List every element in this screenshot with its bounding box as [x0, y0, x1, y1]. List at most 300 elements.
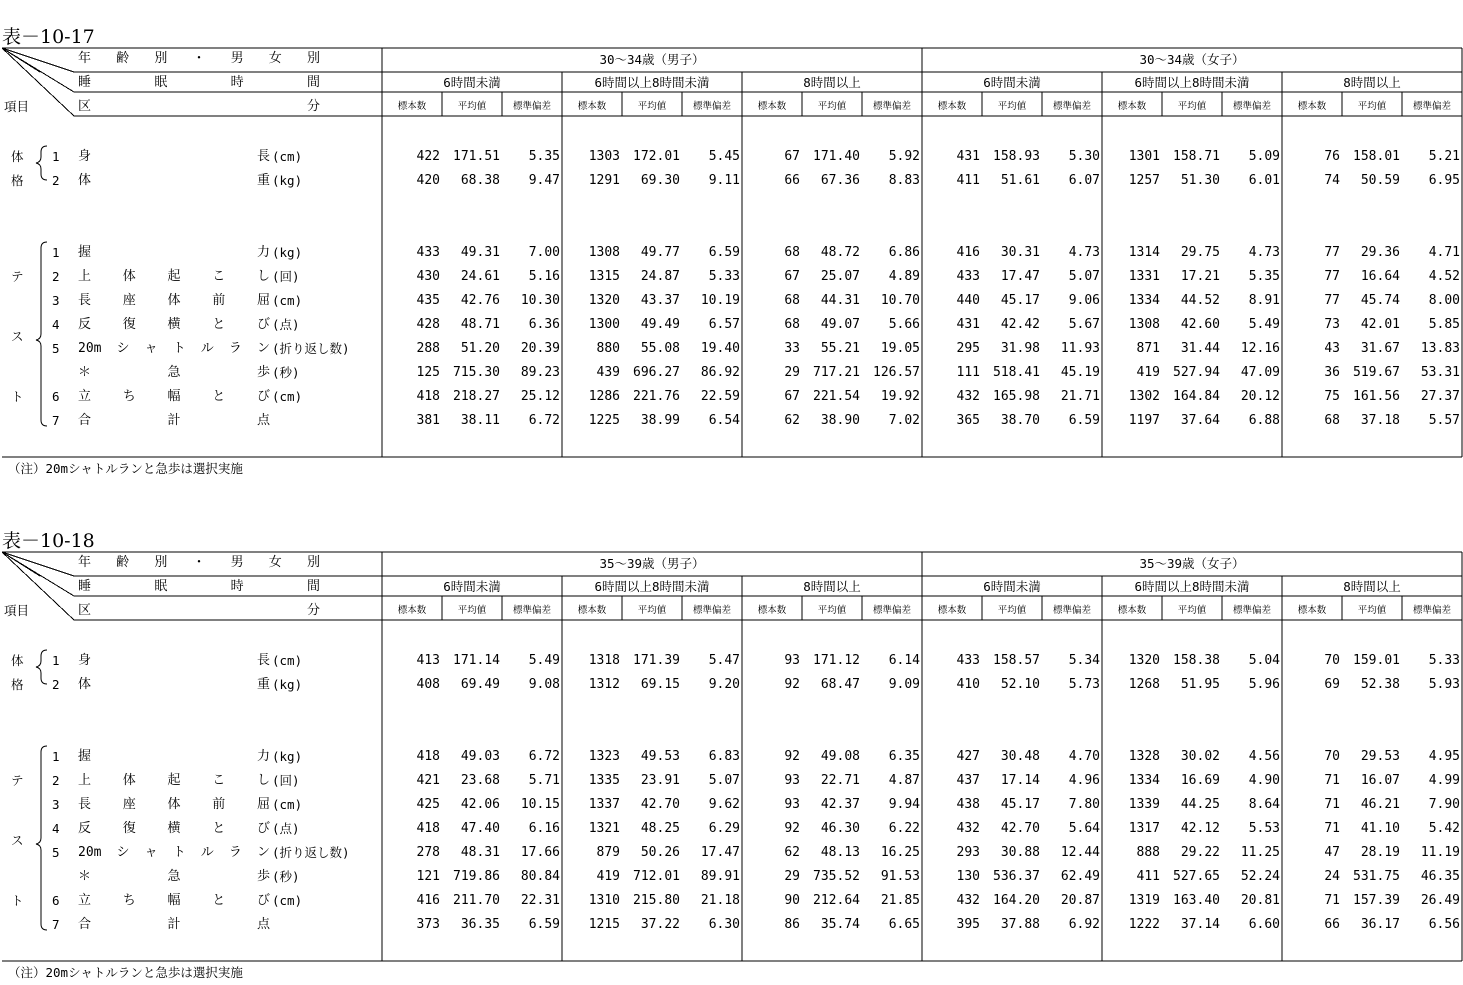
table-cell: 42.37	[820, 797, 860, 812]
stat-header: 標本数	[397, 605, 427, 616]
table-cell: 48.31	[460, 845, 500, 860]
row-label-char: 重	[256, 677, 270, 692]
row-number: 6	[52, 893, 60, 908]
table-cell: 77	[1324, 293, 1340, 308]
row-label-char: び	[256, 317, 270, 332]
table-cell: 9.09	[888, 677, 920, 692]
table-cell: 6.88	[1248, 413, 1280, 428]
row-label	[78, 318, 270, 332]
table-cell: 66	[784, 173, 800, 188]
table-cell: 432	[956, 893, 980, 908]
table-cell: 25.07	[820, 269, 860, 284]
table-cell: 1300	[588, 317, 620, 332]
header-sleep	[78, 580, 320, 594]
row-label-char: 長	[256, 149, 270, 164]
table-cell: 1337	[588, 797, 620, 812]
row-label-char: ト	[172, 341, 186, 356]
stat-header: 標本数	[1117, 605, 1147, 616]
table-cell: 33	[784, 341, 800, 356]
header-char: 間	[306, 579, 320, 594]
row-label-char: 反	[78, 317, 92, 332]
table-cell: 293	[956, 845, 980, 860]
table-cell: 9.20	[708, 677, 740, 692]
table-cell: 24.61	[460, 269, 500, 284]
table-cell: 49.49	[640, 317, 680, 332]
diagonal-line-1	[2, 552, 74, 576]
table-cell: 880	[596, 341, 620, 356]
header-char: 男	[230, 555, 244, 570]
table-cell: 9.47	[528, 173, 560, 188]
header-char: 齢	[116, 555, 130, 570]
row-label	[78, 342, 270, 356]
table-cell: 288	[416, 341, 440, 356]
row-label-char: 急	[167, 869, 181, 884]
brace-test	[36, 746, 47, 930]
table-cell: 29.75	[1180, 245, 1220, 260]
table-cell: 52.38	[1360, 677, 1400, 692]
table-cell: 52.24	[1240, 869, 1280, 884]
female-age-header: 30～34歳（女子）	[1139, 52, 1245, 67]
table-cell: 416	[416, 893, 440, 908]
row-label-char: 点	[256, 413, 270, 428]
table-cell: 432	[956, 821, 980, 836]
table-cell: 37.64	[1180, 413, 1220, 428]
row-label-char: 起	[167, 773, 181, 788]
table-cell: 536.37	[993, 869, 1040, 884]
row-label	[78, 150, 270, 164]
category-label-test: ト	[11, 389, 24, 404]
table-cell: 71	[1324, 821, 1340, 836]
category-label-body: 体	[11, 653, 24, 668]
table-cell: 6.86	[888, 245, 920, 260]
row-label-char: こ	[212, 269, 226, 284]
table-cell: 221.76	[633, 389, 680, 404]
table-cell: 69.49	[460, 677, 500, 692]
table-cell: 4.73	[1068, 245, 1100, 260]
table-cell: 518.41	[993, 365, 1040, 380]
table-cell: 735.52	[813, 869, 860, 884]
row-unit: (秒)	[272, 869, 300, 884]
table-cell: 7.00	[528, 245, 560, 260]
table-cell: 5.30	[1068, 149, 1100, 164]
table-cell: 418	[416, 389, 440, 404]
row-label-char: シ	[116, 341, 130, 356]
stat-header: 標本数	[1297, 605, 1327, 616]
table-cell: 37.88	[1000, 917, 1040, 932]
table-cell: 1331	[1128, 269, 1160, 284]
table-cell: 37.22	[640, 917, 680, 932]
table-cell: 22.59	[700, 389, 740, 404]
table-cell: 5.47	[708, 653, 740, 668]
table-cell: 71	[1324, 773, 1340, 788]
table-cell: 19.40	[700, 341, 740, 356]
table-cell: 1319	[1128, 893, 1160, 908]
table-cell: 4.56	[1248, 749, 1280, 764]
row-label	[78, 366, 270, 380]
table-cell: 9.11	[708, 173, 740, 188]
header-char: 年	[78, 555, 92, 570]
stat-header: 平均値	[637, 605, 667, 616]
table-cell: 68	[784, 317, 800, 332]
row-unit: (折り返し数)	[272, 341, 350, 356]
table-cell: 5.35	[1248, 269, 1280, 284]
table-cell: 158.38	[1173, 653, 1220, 668]
table-cell: 4.70	[1068, 749, 1100, 764]
table-cell: 431	[956, 149, 980, 164]
sleep-group-header: 8時間以上	[803, 579, 861, 594]
table-cell: 1328	[1128, 749, 1160, 764]
table-cell: 29.36	[1360, 245, 1400, 260]
row-number: 5	[52, 845, 60, 860]
table-cell: 295	[956, 341, 980, 356]
row-number: 4	[52, 317, 60, 332]
table-cell: 9.08	[528, 677, 560, 692]
row-label-char: 歩	[256, 869, 270, 884]
row-unit: (回)	[272, 269, 300, 284]
table-cell: 1339	[1128, 797, 1160, 812]
row-number: 1	[52, 749, 60, 764]
table-cell: 48.25	[640, 821, 680, 836]
sleep-group-header: 6時間以上8時間未満	[594, 75, 710, 90]
table-cell: 45.17	[1000, 293, 1040, 308]
row-label-char: 力	[256, 245, 270, 260]
table-cell: 86.92	[700, 365, 740, 380]
row-label-char: 復	[122, 317, 136, 332]
table-cell: 421	[416, 773, 440, 788]
row-label-char: ち	[122, 893, 136, 908]
category-label-body: 格	[11, 173, 24, 188]
table-cell: 6.65	[888, 917, 920, 932]
table-cell: 425	[416, 797, 440, 812]
header-char: 時	[230, 579, 244, 594]
table-cell: 48.72	[820, 245, 860, 260]
category-label-test: テ	[11, 773, 24, 788]
row-label-char: 歩	[256, 365, 270, 380]
table-cell: 35.74	[820, 917, 860, 932]
table-cell: 21.85	[880, 893, 920, 908]
table-cell: 419	[596, 869, 620, 884]
table-cell: 12.16	[1240, 341, 1280, 356]
table-cell: 23.91	[640, 773, 680, 788]
row-label-char: 立	[78, 389, 92, 404]
row-label	[78, 390, 270, 404]
table-cell: 10.30	[520, 293, 560, 308]
table-cell: 1334	[1128, 773, 1160, 788]
brace-body	[36, 650, 47, 684]
table-cell: 433	[416, 245, 440, 260]
row-label-char: 急	[167, 365, 181, 380]
table-cell: 6.16	[528, 821, 560, 836]
table-cell: 218.27	[453, 389, 500, 404]
table-cell: 62.49	[1060, 869, 1100, 884]
row-label-char: 屈	[256, 293, 270, 308]
stat-header: 標準偏差	[1412, 101, 1451, 112]
table-cell: 6.72	[528, 749, 560, 764]
header-char: 別	[154, 555, 168, 570]
header-char: 別	[306, 51, 320, 66]
table-cell: 395	[956, 917, 980, 932]
row-unit: (kg)	[272, 173, 303, 188]
row-number: 2	[52, 173, 60, 188]
row-unit: (点)	[272, 821, 300, 836]
row-label-char: 屈	[256, 797, 270, 812]
table-cell: 6.57	[708, 317, 740, 332]
table-cell: 36	[1324, 365, 1340, 380]
header-age-sex	[78, 52, 320, 66]
stat-header: 標準偏差	[1232, 101, 1271, 112]
row-number: 3	[52, 293, 60, 308]
row-unit: (回)	[272, 773, 300, 788]
table-cell: 6.14	[888, 653, 920, 668]
table-cell: 46.21	[1360, 797, 1400, 812]
row-number: 2	[52, 677, 60, 692]
table-cell: 1222	[1128, 917, 1160, 932]
table-cell: 430	[416, 269, 440, 284]
table-cell: 5.64	[1068, 821, 1100, 836]
table-cell: 888	[1136, 845, 1160, 860]
table-cell: 5.07	[708, 773, 740, 788]
header-char: 眠	[154, 75, 168, 90]
table-cell: 51.20	[460, 341, 500, 356]
row-label-char: 座	[122, 293, 136, 308]
row-label-char: と	[212, 389, 226, 404]
table-cell: 1315	[588, 269, 620, 284]
table-cell: 68	[784, 245, 800, 260]
table-cell: 427	[956, 749, 980, 764]
table-cell: 29.53	[1360, 749, 1400, 764]
header-char: 眠	[154, 579, 168, 594]
table-cell: 381	[416, 413, 440, 428]
table-cell: 1314	[1128, 245, 1160, 260]
table-cell: 77	[1324, 245, 1340, 260]
table-cell: 44.25	[1180, 797, 1220, 812]
table-cell: 90	[784, 893, 800, 908]
stat-header: 標本数	[577, 101, 607, 112]
table-cell: 67	[784, 269, 800, 284]
table-cell: 164.20	[993, 893, 1040, 908]
table-cell: 5.07	[1068, 269, 1100, 284]
table-cell: 20.81	[1240, 893, 1280, 908]
table-cell: 67	[784, 389, 800, 404]
table-cell: 6.72	[528, 413, 560, 428]
table-cell: 86	[784, 917, 800, 932]
row-label-char: 点	[256, 917, 270, 932]
table-cell: 696.27	[633, 365, 680, 380]
table-cell: 4.89	[888, 269, 920, 284]
table-cell: 49.53	[640, 749, 680, 764]
table-cell: 1308	[1128, 317, 1160, 332]
header-char: 分	[306, 603, 320, 618]
table-cell: 69.30	[640, 173, 680, 188]
header-char: 男	[230, 51, 244, 66]
header-koumoku: 項目	[4, 603, 30, 618]
table-cell: 719.86	[453, 869, 500, 884]
stat-header: 標準偏差	[692, 605, 731, 616]
row-number: 1	[52, 653, 60, 668]
table-cell: 278	[416, 845, 440, 860]
table-cell: 6.59	[708, 245, 740, 260]
header-koumoku: 項目	[4, 99, 30, 114]
table-cell: 420	[416, 173, 440, 188]
row-label-char: こ	[212, 773, 226, 788]
row-label-char: ラ	[228, 341, 242, 356]
table-cell: 5.73	[1068, 677, 1100, 692]
table-cell: 4.52	[1428, 269, 1460, 284]
table-cell: 45.74	[1360, 293, 1400, 308]
table-cell: 1323	[588, 749, 620, 764]
table-cell: 1197	[1128, 413, 1160, 428]
table-cell: 19.05	[880, 341, 920, 356]
row-unit: (kg)	[272, 749, 303, 764]
data-table	[0, 20, 1463, 430]
table-cell: 5.42	[1428, 821, 1460, 836]
table-title: 表－10-18	[2, 530, 95, 552]
table-cell: 163.40	[1173, 893, 1220, 908]
table-cell: 29	[784, 869, 800, 884]
table-cell: 44.52	[1180, 293, 1220, 308]
row-label-char: ル	[200, 341, 214, 356]
header-category	[78, 604, 320, 618]
table-cell: 6.60	[1248, 917, 1280, 932]
stat-header: 平均値	[1177, 605, 1207, 616]
row-label	[78, 918, 270, 932]
table-cell: 5.66	[888, 317, 920, 332]
stat-header: 標本数	[757, 605, 787, 616]
table-cell: 30.48	[1000, 749, 1040, 764]
table-cell: 221.54	[813, 389, 860, 404]
table-cell: 6.83	[708, 749, 740, 764]
sleep-group-header: 6時間未満	[443, 75, 501, 90]
row-label-char: び	[256, 389, 270, 404]
table-cell: 6.36	[528, 317, 560, 332]
table-cell: 93	[784, 797, 800, 812]
table-cell: 6.54	[708, 413, 740, 428]
table-cell: 16.07	[1360, 773, 1400, 788]
table-cell: 5.57	[1428, 413, 1460, 428]
sleep-group-header: 8時間以上	[1343, 75, 1401, 90]
table-cell: 879	[596, 845, 620, 860]
row-unit: (cm)	[272, 293, 303, 308]
row-label-char: シ	[116, 845, 130, 860]
table-cell: 62	[784, 845, 800, 860]
stat-header: 平均値	[997, 605, 1027, 616]
table-cell: 126.57	[873, 365, 920, 380]
row-label-char: し	[256, 269, 270, 284]
row-label	[78, 750, 270, 764]
stat-header: 平均値	[457, 101, 487, 112]
table-cell: 715.30	[453, 365, 500, 380]
table-cell: 89.23	[520, 365, 560, 380]
table-cell: 42.60	[1180, 317, 1220, 332]
row-label-char: 重	[256, 173, 270, 188]
row-number: 4	[52, 821, 60, 836]
row-label	[78, 246, 270, 260]
table-cell: 432	[956, 389, 980, 404]
table-cell: 1334	[1128, 293, 1160, 308]
table-cell: 50.59	[1360, 173, 1400, 188]
table-cell: 55.21	[820, 341, 860, 356]
table-cell: 38.70	[1000, 413, 1040, 428]
table-cell: 52.10	[1000, 677, 1040, 692]
stat-header: 平均値	[1177, 101, 1207, 112]
table-cell: 17.14	[1000, 773, 1040, 788]
row-label-char: ＊	[78, 365, 92, 380]
row-label-char: び	[256, 821, 270, 836]
row-label-char: 立	[78, 893, 92, 908]
table-cell: 11.19	[1420, 845, 1460, 860]
table-cell: 43.37	[640, 293, 680, 308]
header-char: 年	[78, 51, 92, 66]
table-cell: 10.15	[520, 797, 560, 812]
row-label-char: 合	[78, 413, 92, 428]
table-cell: 22.31	[520, 893, 560, 908]
table-cell: 6.29	[708, 821, 740, 836]
table-cell: 428	[416, 317, 440, 332]
diagonal-line-1	[2, 48, 74, 72]
row-label	[78, 678, 270, 692]
row-label-char: ト	[172, 845, 186, 860]
table-cell: 46.30	[820, 821, 860, 836]
table-cell: 5.45	[708, 149, 740, 164]
row-label-char: ル	[200, 845, 214, 860]
table-cell: 11.93	[1060, 341, 1100, 356]
stat-header: 標準偏差	[872, 101, 911, 112]
row-label-char: 長	[78, 797, 92, 812]
table-cell: 8.00	[1428, 293, 1460, 308]
table-cell: 411	[1136, 869, 1160, 884]
header-char: 女	[268, 555, 282, 570]
table-cell: 171.51	[453, 149, 500, 164]
table-cell: 1268	[1128, 677, 1160, 692]
brace-test	[36, 242, 47, 426]
table-cell: 30.31	[1000, 245, 1040, 260]
table-cell: 5.33	[1428, 653, 1460, 668]
sleep-group-header: 6時間以上8時間未満	[1134, 579, 1250, 594]
table-cell: 410	[956, 677, 980, 692]
table-cell: 6.01	[1248, 173, 1280, 188]
category-label-test: ト	[11, 893, 24, 908]
header-char: ・	[192, 555, 206, 570]
table-cell: 29	[784, 365, 800, 380]
row-label-char: 起	[167, 269, 181, 284]
table-cell: 17.47	[700, 845, 740, 860]
header-char: 睡	[78, 75, 92, 90]
row-unit: (cm)	[272, 797, 303, 812]
table-cell: 171.14	[453, 653, 500, 668]
table-cell: 92	[784, 677, 800, 692]
table-cell: 712.01	[633, 869, 680, 884]
table-cell: 73	[1324, 317, 1340, 332]
row-label-char: 計	[167, 917, 181, 932]
table-cell: 164.84	[1173, 389, 1220, 404]
header-char: 女	[268, 51, 282, 66]
header-char: 区	[78, 603, 92, 618]
table-cell: 373	[416, 917, 440, 932]
table-cell: 49.31	[460, 245, 500, 260]
table-cell: 47.09	[1240, 365, 1280, 380]
row-number: 2	[52, 773, 60, 788]
table-cell: 49.77	[640, 245, 680, 260]
table-cell: 31.67	[1360, 341, 1400, 356]
table-cell: 211.70	[453, 893, 500, 908]
table-cell: 48.71	[460, 317, 500, 332]
stat-header: 標本数	[937, 605, 967, 616]
table-cell: 17.21	[1180, 269, 1220, 284]
table-cell: 5.96	[1248, 677, 1280, 692]
male-age-header: 30～34歳（男子）	[599, 52, 705, 67]
table-cell: 161.56	[1353, 389, 1400, 404]
row-label-char: 前	[212, 293, 226, 308]
